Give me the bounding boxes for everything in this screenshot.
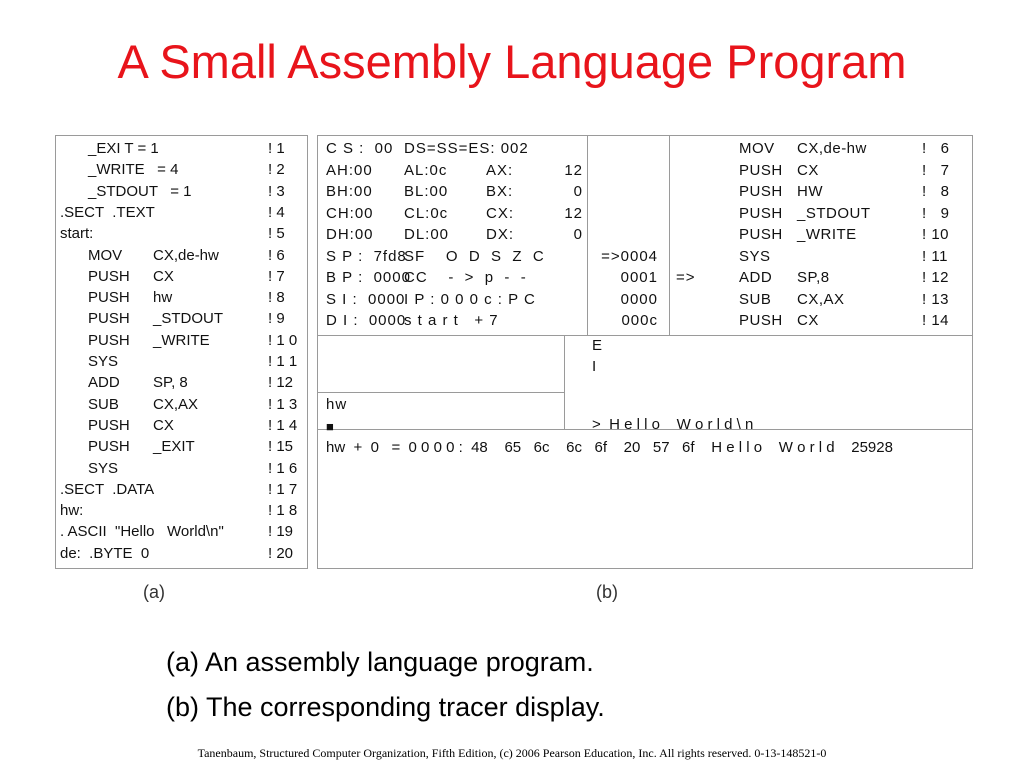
divider-line xyxy=(587,136,588,335)
error-indicator: E xyxy=(592,337,604,354)
register-field: 0 xyxy=(573,226,583,243)
line-number: ! 19 xyxy=(268,523,294,541)
source-line xyxy=(670,138,970,159)
register-field: DX: xyxy=(486,226,515,243)
line-number: ! 10 xyxy=(922,226,950,243)
register-field: I P : 0 0 0 c : P C xyxy=(404,290,536,308)
line-opcode: ADD xyxy=(739,269,773,286)
line-number: ! 2 xyxy=(268,161,285,179)
register-field: CL:0c xyxy=(404,204,449,222)
program-line xyxy=(56,202,307,223)
line-operand: CX,de-hw xyxy=(797,140,867,157)
line-number: ! 4 xyxy=(268,203,285,221)
source-line xyxy=(670,203,970,224)
line-opcode: PUSH xyxy=(739,226,783,243)
line-operand: CX xyxy=(153,416,174,434)
line-number: ! 14 xyxy=(922,312,950,329)
program-line xyxy=(56,308,307,329)
line-number: ! 1 8 xyxy=(268,502,298,520)
stack-value: 0001 xyxy=(620,269,658,286)
register-field: S P : 7fd8 xyxy=(326,247,407,265)
line-opcode: SYS xyxy=(739,247,771,265)
line-opcode: PUSH xyxy=(739,204,783,222)
line-number: ! 13 xyxy=(922,290,950,308)
program-line xyxy=(56,372,307,393)
caption-b: (b) The corresponding tracer display. xyxy=(166,692,605,722)
program-counter-marker: => xyxy=(676,269,696,286)
program-line xyxy=(56,500,307,521)
line-operand: HW xyxy=(797,183,823,200)
register-field: D I : 0000 xyxy=(326,312,407,329)
program-line xyxy=(56,138,307,159)
line-number: ! 1 4 xyxy=(268,416,298,434)
error-indicator: I xyxy=(592,358,598,375)
register-field: B P : 0000 xyxy=(326,269,411,286)
line-opcode: _STDOUT = 1 xyxy=(88,182,192,200)
line-operand: _STDOUT xyxy=(797,204,871,222)
line-number: ! 20 xyxy=(268,544,294,562)
source-line xyxy=(670,160,970,181)
register-field: DL:00 xyxy=(404,226,450,243)
source-line xyxy=(670,289,970,310)
line-number: ! 6 xyxy=(922,140,950,157)
program-line xyxy=(56,521,307,542)
source-line xyxy=(670,246,970,267)
register-field: BH:00 xyxy=(326,183,373,200)
line-opcode: PUSH xyxy=(88,416,130,434)
line-number: ! 8 xyxy=(268,289,285,307)
symbol-label: hw xyxy=(326,396,348,413)
line-operand: SP,8 xyxy=(797,269,830,286)
register-field: S I : 0000 xyxy=(326,290,406,308)
program-line xyxy=(56,245,307,266)
line-number: ! 11 xyxy=(922,247,948,265)
program-line xyxy=(56,159,307,180)
line-opcode: SYS xyxy=(88,459,119,477)
program-output: > H e l l o W o r l d \ n xyxy=(592,416,754,433)
program-line xyxy=(56,458,307,479)
line-operand: CX,AX xyxy=(797,290,845,308)
line-opcode: ADD xyxy=(88,374,120,392)
register-field: AL:0c xyxy=(404,161,448,179)
line-operand: _EXIT xyxy=(153,438,195,456)
program-line xyxy=(56,287,307,308)
line-opcode: PUSH xyxy=(88,310,130,328)
line-number: ! 1 1 xyxy=(268,353,298,370)
register-field: CH:00 xyxy=(326,204,374,222)
register-field: BX: xyxy=(486,183,514,200)
register-field: CX: xyxy=(486,204,515,222)
program-line xyxy=(56,394,307,415)
line-number: ! 12 xyxy=(922,269,950,286)
program-line xyxy=(56,436,307,457)
register-field: SF O D S Z C xyxy=(404,247,545,265)
divider-line xyxy=(318,392,564,393)
line-number: ! 15 xyxy=(268,438,294,456)
line-number: ! 1 3 xyxy=(268,395,298,413)
line-number: ! 1 6 xyxy=(268,459,298,477)
line-number: ! 6 xyxy=(268,246,285,264)
program-line xyxy=(56,181,307,202)
line-number: ! 9 xyxy=(922,204,950,222)
line-operand: _WRITE xyxy=(797,226,857,243)
line-opcode: PUSH xyxy=(88,331,130,349)
line-opcode: PUSH xyxy=(88,438,130,456)
line-operand: CX xyxy=(797,312,819,329)
register-field: C S : 00 xyxy=(326,140,394,157)
line-number: ! 5 xyxy=(268,225,285,243)
line-opcode: _EXI T = 1 xyxy=(88,140,159,157)
register-field: AH:00 xyxy=(326,161,373,179)
line-label: . ASCII "Hello World\n" xyxy=(60,523,224,541)
line-operand: hw xyxy=(153,289,173,307)
line-opcode: MOV xyxy=(88,246,123,264)
program-line xyxy=(56,330,307,351)
slide-title: A Small Assembly Language Program xyxy=(117,35,907,88)
line-label: .SECT .TEXT xyxy=(60,203,155,221)
register-field: DH:00 xyxy=(326,226,374,243)
line-label: .SECT .DATA xyxy=(60,480,155,498)
line-number: ! 1 7 xyxy=(268,480,298,498)
footer-citation: Tanenbaum, Structured Computer Organization, Fifth Edition, (c) 2006 Pearson Education, Inc. All rights reserved. 0-13-148521-0 xyxy=(197,746,827,760)
line-number: ! 1 0 xyxy=(268,331,298,349)
line-opcode: PUSH xyxy=(88,267,130,285)
line-opcode: SYS xyxy=(88,353,119,370)
line-number: ! 7 xyxy=(922,161,950,179)
register-field: 12 xyxy=(564,161,583,179)
program-line xyxy=(56,415,307,436)
source-line xyxy=(670,181,970,202)
line-number: ! 12 xyxy=(268,374,294,392)
line-number: ! 1 xyxy=(268,140,285,157)
register-field: DS=SS=ES: 002 xyxy=(404,140,529,157)
line-number: ! 9 xyxy=(268,310,285,328)
program-line xyxy=(56,479,307,500)
line-opcode: SUB xyxy=(739,290,772,308)
line-number: ! 8 xyxy=(922,183,950,200)
register-field: CC - > p - - xyxy=(404,269,527,286)
line-operand: CX,AX xyxy=(153,395,199,413)
memory-dump: hw + 0 = 0 0 0 0 : 48 65 6c 6c 6f 20 57 6f H e l l o W o r l d 25928 xyxy=(326,439,893,456)
line-operand: _WRITE xyxy=(153,331,210,349)
line-opcode: PUSH xyxy=(739,312,783,329)
line-opcode: SUB xyxy=(88,395,119,413)
line-operand: SP, 8 xyxy=(153,374,188,392)
line-label: start: xyxy=(60,225,94,243)
register-field: 0 xyxy=(573,183,583,200)
source-line xyxy=(670,224,970,245)
stack-value: =>0004 xyxy=(601,247,658,265)
program-line xyxy=(56,266,307,287)
divider-line xyxy=(318,335,972,336)
line-operand: _STDOUT xyxy=(153,310,224,328)
line-number: ! 3 xyxy=(268,182,285,200)
line-label: hw: xyxy=(60,502,84,520)
register-field: 12 xyxy=(564,204,583,222)
line-operand: CX,de-hw xyxy=(153,246,219,264)
line-opcode: PUSH xyxy=(739,161,783,179)
source-line xyxy=(670,267,970,288)
divider-line xyxy=(564,335,565,429)
program-line xyxy=(56,223,307,244)
tracer-display-panel xyxy=(317,135,973,569)
line-label: de: .BYTE 0 xyxy=(60,544,150,562)
register-field: AX: xyxy=(486,161,514,179)
caption-a: (a) An assembly language program. xyxy=(166,647,594,677)
source-line xyxy=(670,310,970,331)
line-operand: CX xyxy=(153,267,174,285)
cursor-icon: ■ xyxy=(326,419,335,434)
program-line xyxy=(56,351,307,372)
line-number: ! 7 xyxy=(268,267,285,285)
figure-label-b: (b) xyxy=(596,582,618,602)
register-field: BL:00 xyxy=(404,183,449,200)
line-opcode: PUSH xyxy=(739,183,783,200)
stack-value: 0000 xyxy=(620,290,658,308)
program-line xyxy=(56,543,307,564)
line-opcode: PUSH xyxy=(88,289,130,307)
line-opcode: MOV xyxy=(739,140,775,157)
figure-label-a: (a) xyxy=(143,582,165,602)
line-opcode: _WRITE = 4 xyxy=(88,161,179,179)
stack-value: 000c xyxy=(621,312,658,329)
program-listing-panel xyxy=(55,135,308,569)
line-operand: CX xyxy=(797,161,819,179)
register-field: s t a r t + 7 xyxy=(404,312,499,329)
